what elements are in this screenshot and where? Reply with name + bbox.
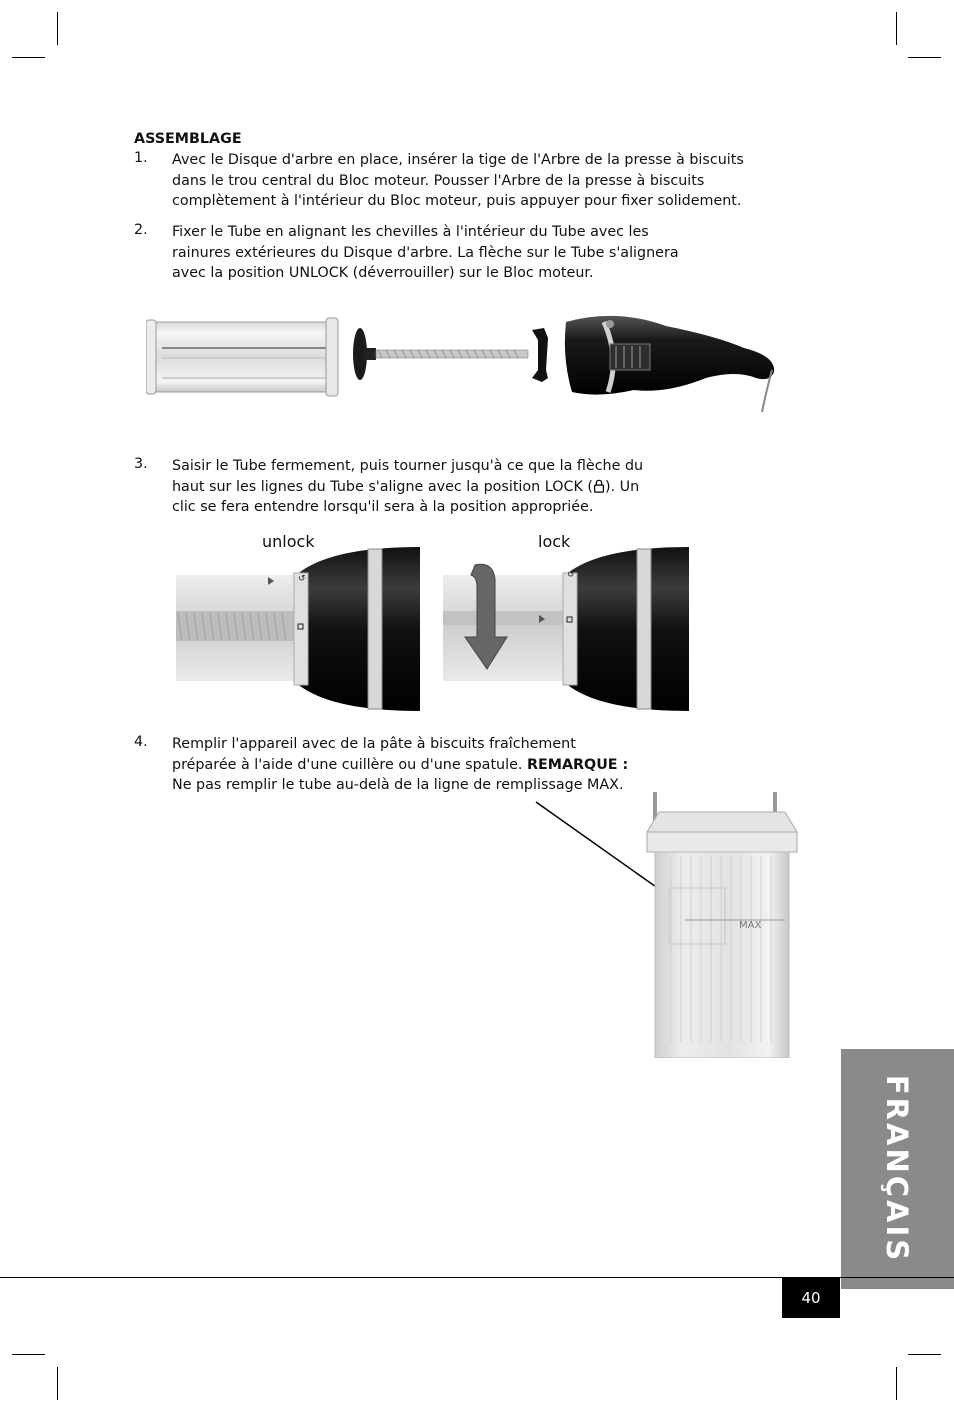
text-line: dans le trou central du Bloc moteur. Pousser l'Arbre de la presse à biscuits xyxy=(172,172,705,189)
max-line-label: MAX xyxy=(739,920,762,931)
text-line: Saisir le Tube fermement, puis tourner jusqu'à ce que la flèche du xyxy=(172,458,644,474)
text-fragment: préparée à l'aide d'une cuillère ou d'une spatule. xyxy=(172,756,527,773)
lock-photo xyxy=(443,547,689,711)
language-tab xyxy=(841,1049,954,1289)
page-number: 40 xyxy=(782,1278,840,1318)
step-3-text xyxy=(172,456,762,518)
motor-unit-part xyxy=(565,316,774,412)
text-line: Fixer le Tube en alignant les chevilles à l'intérieur du Tube avec les xyxy=(172,224,649,240)
step-4-text xyxy=(172,734,762,796)
tube-photo xyxy=(645,792,805,1058)
lock-caption: lock xyxy=(538,532,571,551)
text-line xyxy=(172,755,762,776)
step-number: 2. xyxy=(134,222,148,238)
text-line: complètement à l'intérieur du Bloc moteur, puis appuyer pour fixer solidement. xyxy=(172,193,742,209)
parts-illustration xyxy=(146,308,782,420)
shaft-plate-part xyxy=(532,328,548,382)
crop-mark xyxy=(57,12,58,45)
shaft-disc-part xyxy=(353,328,528,380)
crop-mark xyxy=(896,1367,897,1400)
note-label: REMARQUE : xyxy=(526,756,629,773)
svg-text:↺: ↺ xyxy=(567,570,575,580)
section-heading: ASSEMBLAGE xyxy=(134,131,242,147)
step-1-text xyxy=(172,150,762,212)
step-number: 4. xyxy=(134,734,148,750)
crop-mark xyxy=(12,57,45,58)
svg-text:↺: ↺ xyxy=(298,574,306,584)
text-line: Avec le Disque d'arbre en place, insérer la tige de l'Arbre de la presse à biscuits xyxy=(172,152,744,168)
text-line: Remplir l'appareil avec de la pâte à biscuits fraîchement xyxy=(172,736,576,752)
crop-mark xyxy=(12,1354,45,1355)
text-fragment: haut sur les lignes du Tube s'aligne avec la position LOCK ( xyxy=(172,478,593,495)
tube-part xyxy=(146,318,338,396)
step-2-text xyxy=(172,222,762,284)
crop-mark xyxy=(908,1354,941,1355)
step-number: 1. xyxy=(134,150,148,166)
text-line: rainures extérieures du Disque d'arbre. La flèche sur le Tube s'alignera xyxy=(172,244,679,261)
lock-icon xyxy=(593,479,605,493)
unlock-photo xyxy=(176,547,420,711)
crop-mark xyxy=(908,57,941,58)
crop-mark xyxy=(57,1367,58,1400)
crop-mark xyxy=(896,12,897,45)
text-line: clic se fera entendre lorsqu'il sera à la position appropriée. xyxy=(172,499,594,515)
text-line xyxy=(172,477,762,498)
step-number: 3. xyxy=(134,456,148,472)
text-line: avec la position UNLOCK (déverrouiller) sur le Bloc moteur. xyxy=(172,265,594,281)
text-fragment: ). Un xyxy=(604,478,640,495)
text-line: Ne pas remplir le tube au-delà de la ligne de remplissage MAX. xyxy=(172,777,624,793)
language-tab-label: FRANÇAIS xyxy=(880,1074,914,1264)
unlock-caption: unlock xyxy=(262,532,315,551)
